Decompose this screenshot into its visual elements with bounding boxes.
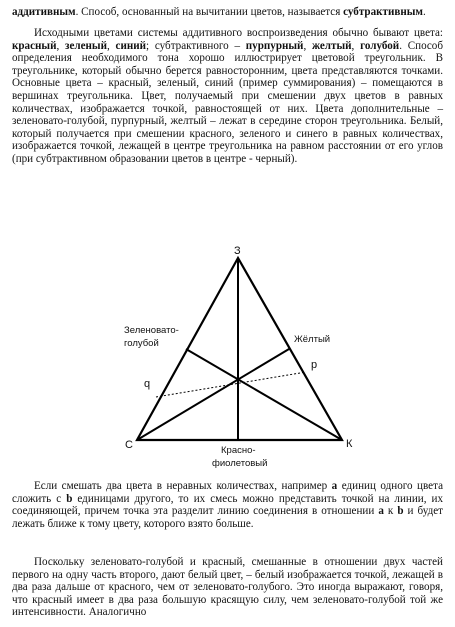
paragraph-intro: аддитивным. Способ, основанный на вычитании цветов, называется субтрактивным. <box>12 6 426 18</box>
point-label-p: p <box>311 359 318 371</box>
vertex-label-top: З <box>234 245 241 257</box>
label-magenta-line2: фиолетовый <box>212 458 268 469</box>
paragraph-coloring-power: Поскольку зеленовато-голубой и красный, смешанные в отношении двух частей первого на одну часть второго, дают белый цвет, – белый изображается точкой, лежащей в два раза дальше от красного, чем от зеленовато-голубого. Это иногда выражают, говоря, что красный имеет в два раза большую красящую силу, чем зеленовато-голубой той же интенсивности. Аналогично <box>12 556 443 619</box>
paragraph-unequal-mix: Если смешать два цвета в неравных количествах, например a единиц одного цвета сложить с b единицами другого, то их смесь можно представить точкой на линии, их соединяющей, причем точка эта разделит линию соединения в отношении a к b и будет лежать ближе к тому цвету, которого взято больше. <box>12 480 443 530</box>
label-magenta-line1: Красно- <box>221 445 256 456</box>
label-cyan-line2: голубой <box>124 338 159 349</box>
vertex-label-left: С <box>125 439 133 451</box>
median-left <box>137 349 289 440</box>
paragraph-primary-colors: Исходными цветами системы аддитивного воспроизведения обычно бывают цвета: красный, зеленый, синий; субтрактивного – пурпурный, желтый, голубой. Способ определения необходимого тона хорошо иллюстрирует цветовой треугольник. В треугольнике, который обычно берется равносторонним, цвета представляются точками. Основные цвета – красный, зеленый, синий (пример суммирования) – помещаются в вершинах треугольника. Цвет, получаемый при смешении двух цветов в равных количествах, изображается точкой, равностоящей от них. Цвета дополнительные – зеленовато-голубой, пурпурный, желтый – лежат в середине сторон треугольника. Белый, который получается при смешении красного, зеленого и синего в равных количествах, изображается точкой, лежащей в центре треугольника на равном расстоянии от его углов (при субтрактивном образовании цветов в центре - черный). <box>12 27 444 165</box>
term-additive: аддитивным <box>12 6 76 18</box>
term-subtractive: субтрактивным <box>343 6 423 18</box>
label-yellow: Жёлтый <box>294 334 331 345</box>
triangle-outline <box>137 258 342 440</box>
median-right <box>186 349 342 440</box>
vertex-label-right: К <box>346 438 353 450</box>
label-cyan-line1: Зеленовато- <box>124 325 179 336</box>
point-label-q: q <box>144 378 151 390</box>
